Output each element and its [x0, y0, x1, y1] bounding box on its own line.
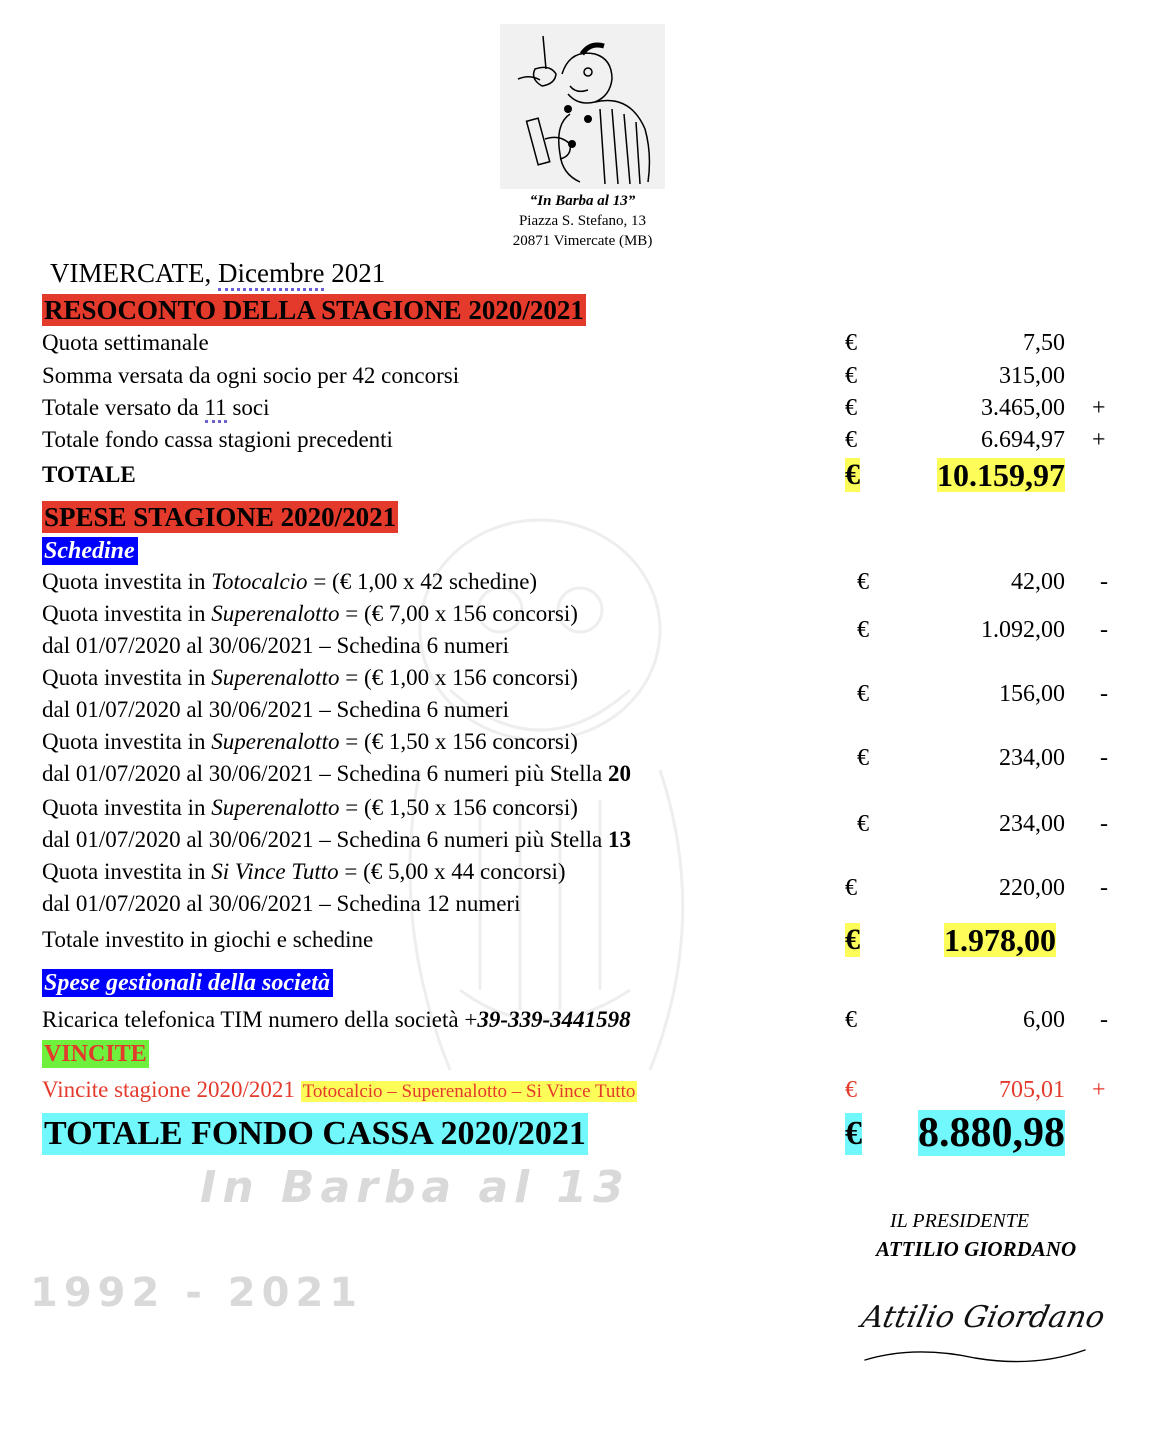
spese-total-label: Totale investito in giochi e schedine — [42, 927, 374, 952]
euro-symbol: € — [845, 363, 857, 389]
euro-symbol: € — [845, 427, 857, 453]
game-name: Superenalotto — [211, 665, 340, 690]
resoconto-row-value: 3.465,00 — [981, 395, 1065, 421]
spesa-item-value: 234,00 — [999, 811, 1065, 837]
label-prefix: Quota investita in — [42, 729, 212, 754]
resoconto-row-label: Totale fondo cassa stagioni precedenti — [42, 427, 393, 452]
resoconto-heading: RESOCONTO DELLA STAGIONE 2020/2021 — [44, 295, 584, 325]
label-prefix: Quota investita in — [42, 601, 212, 626]
game-name: Superenalotto — [211, 729, 340, 754]
euro-symbol: € — [845, 875, 857, 901]
game-name: Si Vince Tutto — [211, 859, 339, 884]
watermark-name: In Barba al 13 — [200, 1162, 630, 1213]
spesa-item-period — [42, 759, 631, 789]
euro-symbol: € — [845, 923, 860, 956]
gestionali-heading: Spese gestionali della società — [42, 969, 333, 997]
caricature-logo-icon — [500, 24, 665, 189]
spesa-item-label — [42, 793, 578, 823]
label-suffix: = (€ 1,50 x 156 concorsi) — [339, 729, 578, 754]
plus-sign: + — [1092, 1077, 1106, 1103]
minus-sign: - — [1100, 1007, 1108, 1033]
watermark-years: 1992 - 2021 — [30, 1270, 364, 1316]
minus-sign: - — [1100, 745, 1108, 771]
vincite-label — [42, 1075, 637, 1107]
minus-sign: - — [1100, 681, 1108, 707]
euro-symbol: € — [857, 811, 869, 837]
euro-symbol: € — [845, 1077, 857, 1103]
club-logo — [500, 24, 665, 189]
spesa-item-value: 42,00 — [1011, 569, 1065, 595]
spese-heading: SPESE STAGIONE 2020/2021 — [44, 502, 397, 532]
soci-count: 11 — [205, 395, 227, 423]
schedine-heading: Schedine — [42, 537, 138, 565]
handwritten-signature: Attilio Giordano — [858, 1300, 1108, 1335]
club-name: “In Barba al 13” — [529, 193, 636, 209]
spese-total-value: 1.978,00 — [944, 922, 1056, 958]
label-suffix: = (€ 5,00 x 44 concorsi) — [338, 859, 566, 884]
final-total-label: TOTALE FONDO CASSA 2020/2021 — [42, 1113, 588, 1155]
resoconto-row-value: 6.694,97 — [981, 427, 1065, 453]
spesa-item-value: 1.092,00 — [981, 617, 1065, 643]
label-suffix: = (€ 1,00 x 156 concorsi) — [339, 665, 578, 690]
label-suffix: = (€ 1,50 x 156 concorsi) — [339, 795, 578, 820]
gestionali-label — [42, 1005, 631, 1035]
spesa-item-period: dal 01/07/2020 al 30/06/2021 – Schedina 12 numeri — [42, 891, 521, 916]
resoconto-row-value: 315,00 — [999, 363, 1065, 389]
label-prefix: Quota investita in — [42, 795, 212, 820]
label-suffix: = (€ 7,00 x 156 concorsi) — [339, 601, 578, 626]
euro-symbol: € — [857, 569, 869, 595]
period-text: dal 01/07/2020 al 30/06/2021 – Schedina 6 numeri più Stella — [42, 827, 608, 852]
label-prefix: Totale versato da — [42, 395, 205, 420]
spesa-item-value: 234,00 — [999, 745, 1065, 771]
club-address-line2: 20871 Vimercate (MB) — [512, 233, 653, 249]
date-year: 2021 — [331, 258, 386, 288]
spesa-item-label — [42, 663, 578, 693]
spesa-item-label — [42, 857, 566, 887]
spesa-item-period: dal 01/07/2020 al 30/06/2021 – Schedina 6 numeri — [42, 697, 509, 722]
spesa-item-label — [42, 599, 578, 629]
label-text: Ricarica telefonica TIM numero della società + — [42, 1007, 478, 1032]
plus-sign: + — [1092, 427, 1106, 453]
resoconto-row-label: Quota settimanale — [42, 330, 209, 355]
euro-symbol: € — [845, 330, 857, 356]
euro-symbol: € — [845, 458, 860, 491]
game-name: Superenalotto — [211, 795, 340, 820]
resoconto-total-label: TOTALE — [42, 462, 136, 487]
president-name: ATTILIO GIORDANO — [876, 1237, 1077, 1261]
spesa-item-value: 220,00 — [999, 875, 1065, 901]
gestionali-value: 6,00 — [1023, 1007, 1065, 1033]
label-suffix: soci — [226, 395, 270, 420]
euro-symbol: € — [845, 1007, 857, 1033]
stella-number: 20 — [607, 761, 631, 786]
minus-sign: - — [1100, 569, 1108, 595]
label-text: Vincite stagione 2020/2021 — [42, 1077, 295, 1102]
spesa-item-period: dal 01/07/2020 al 30/06/2021 – Schedina 6 numeri — [42, 633, 509, 658]
minus-sign: - — [1100, 617, 1108, 643]
spesa-item-value: 156,00 — [999, 681, 1065, 707]
president-title: IL PRESIDENTE — [890, 1210, 1030, 1232]
minus-sign: - — [1100, 875, 1108, 901]
euro-symbol: € — [857, 681, 869, 707]
euro-symbol: € — [845, 395, 857, 421]
spesa-item-label — [42, 727, 578, 757]
label-suffix: = (€ 1,00 x 42 schedine) — [307, 569, 538, 594]
label-prefix: Quota investita in — [42, 665, 212, 690]
date-place: VIMERCATE, — [50, 258, 212, 288]
game-name: Superenalotto — [211, 601, 340, 626]
resoconto-row-label: Somma versata da ogni socio per 42 concorsi — [42, 363, 460, 388]
period-text: dal 01/07/2020 al 30/06/2021 – Schedina 6 numeri più Stella — [42, 761, 608, 786]
euro-symbol: € — [845, 1113, 862, 1155]
vincite-value: 705,01 — [999, 1077, 1065, 1103]
vincite-heading: VINCITE — [44, 1041, 147, 1067]
label-prefix: Quota investita in — [42, 859, 212, 884]
minus-sign: - — [1100, 811, 1108, 837]
resoconto-total-value: 10.159,97 — [937, 457, 1065, 493]
vincite-games: Totocalcio – Superenalotto – Si Vince Tutto — [302, 1081, 636, 1102]
plus-sign: + — [1092, 395, 1106, 421]
euro-symbol: € — [857, 617, 869, 643]
game-name: Totocalcio — [211, 569, 308, 594]
euro-symbol: € — [857, 745, 869, 771]
label-prefix: Quota investita in — [42, 569, 212, 594]
signature-flourish-icon — [855, 1340, 1095, 1370]
date-month: Dicembre — [218, 258, 324, 291]
spesa-item-period — [42, 825, 631, 855]
spesa-item-label — [42, 567, 537, 597]
final-total-value: 8.880,98 — [918, 1110, 1065, 1156]
stella-number: 13 — [607, 827, 631, 852]
club-address-line1: Piazza S. Stefano, 13 — [518, 213, 647, 229]
phone-number: 39-339-3441598 — [477, 1007, 631, 1032]
resoconto-row-label — [42, 393, 270, 423]
document-date — [50, 256, 385, 290]
resoconto-row-value: 7,50 — [1023, 330, 1065, 356]
